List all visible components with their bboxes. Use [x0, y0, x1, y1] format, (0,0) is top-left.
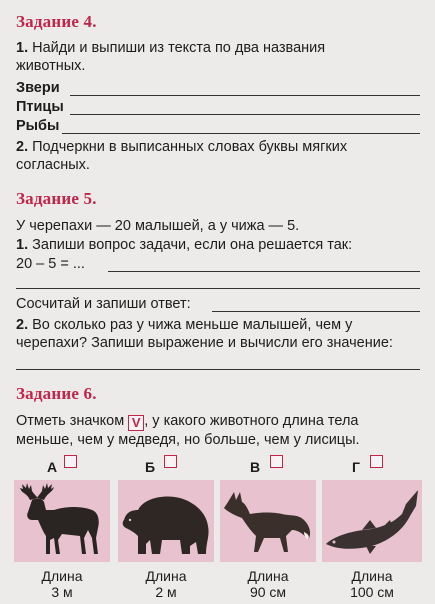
option-v-length-value: 90 см: [249, 584, 287, 600]
task5-q2-text: Во сколько раз у чижа меньше малышей, чем у: [28, 317, 353, 333]
task5-expression: 20 – 5 = ...: [16, 256, 85, 272]
option-v-picture: [220, 480, 316, 562]
task4-answer-line-birds[interactable]: [70, 114, 420, 115]
task4-label-beasts: Звери: [16, 80, 60, 96]
task5-expression-line[interactable]: [16, 369, 420, 370]
option-v-length-label: Длина: [247, 568, 289, 584]
option-letter-a: А: [47, 459, 58, 475]
task4-answer-line-beasts[interactable]: [70, 95, 420, 96]
task5-q2: [16, 317, 352, 334]
task4-q2-text-cont: согласных.: [16, 157, 90, 173]
task5-condition: У черепахи — 20 малышей, а у чижа — 5.: [16, 218, 300, 234]
option-a-length-label: Длина: [41, 568, 83, 584]
check-mark-icon: V: [128, 415, 144, 431]
task4-q2-text: Подчеркни в выписанных словах буквы мягких: [28, 139, 348, 155]
option-v-checkbox[interactable]: [270, 455, 283, 468]
option-b-picture: [118, 480, 214, 562]
task5-question-line-2[interactable]: [16, 288, 420, 289]
moose-icon: [14, 480, 110, 562]
task4-title: Задание 4.: [16, 12, 97, 31]
task5-q1: [16, 237, 352, 254]
task4-q1-number: 1.: [16, 40, 29, 56]
task4-q1: [16, 40, 325, 57]
task4-label-birds: Птицы: [16, 99, 64, 115]
task6-instruction-start: Отметь значком: [16, 413, 129, 429]
option-b-caption: [126, 568, 206, 600]
task5-q2-number: 2.: [16, 317, 29, 333]
task5-answer-prompt: Сосчитай и запиши ответ:: [16, 296, 191, 312]
bear-icon: [118, 480, 214, 562]
task5-q1-text: Запиши вопрос задачи, если она решается так:: [28, 237, 353, 253]
option-g-checkbox[interactable]: [370, 455, 383, 468]
option-letter-g: Г: [352, 459, 360, 475]
option-g-length-value: 100 см: [350, 584, 394, 600]
task6-instruction-cont: меньше, чем у медведя, но больше, чем у лисицы.: [16, 432, 360, 448]
task4-q1-text-cont: животных.: [16, 58, 86, 74]
option-b-length-value: 2 м: [155, 584, 177, 600]
task6-title: Задание 6.: [16, 384, 97, 403]
fish-icon: [322, 480, 422, 562]
task4-answer-line-fish[interactable]: [62, 133, 420, 134]
task6-instruction: [16, 413, 359, 431]
task5-question-line-1[interactable]: [108, 271, 420, 272]
fox-icon: [220, 480, 316, 562]
task5-answer-line[interactable]: [212, 311, 420, 312]
option-g-caption: [332, 568, 412, 600]
option-g-picture: [322, 480, 422, 562]
task4-label-fish: Рыбы: [16, 118, 60, 134]
task4-q2: [16, 139, 347, 156]
option-a-checkbox[interactable]: [64, 455, 77, 468]
option-a-caption: [22, 568, 102, 600]
option-b-length-label: Длина: [145, 568, 187, 584]
task4-q1-text: Найди и выпиши из текста по два названия: [28, 40, 326, 56]
task5-title: Задание 5.: [16, 189, 97, 208]
task6-instruction-end: , у какого животного длина тела: [144, 413, 359, 429]
option-v-caption: [228, 568, 308, 600]
task4-q2-number: 2.: [16, 139, 29, 155]
option-a-picture: [14, 480, 110, 562]
task5-q1-number: 1.: [16, 237, 29, 253]
option-b-checkbox[interactable]: [164, 455, 177, 468]
task5-q2-text-cont: черепахи? Запиши выражение и вычисли его значение:: [16, 335, 393, 351]
option-a-length-value: 3 м: [51, 584, 73, 600]
option-letter-v: В: [250, 459, 261, 475]
option-g-length-label: Длина: [351, 568, 393, 584]
option-letter-b: Б: [145, 459, 156, 475]
